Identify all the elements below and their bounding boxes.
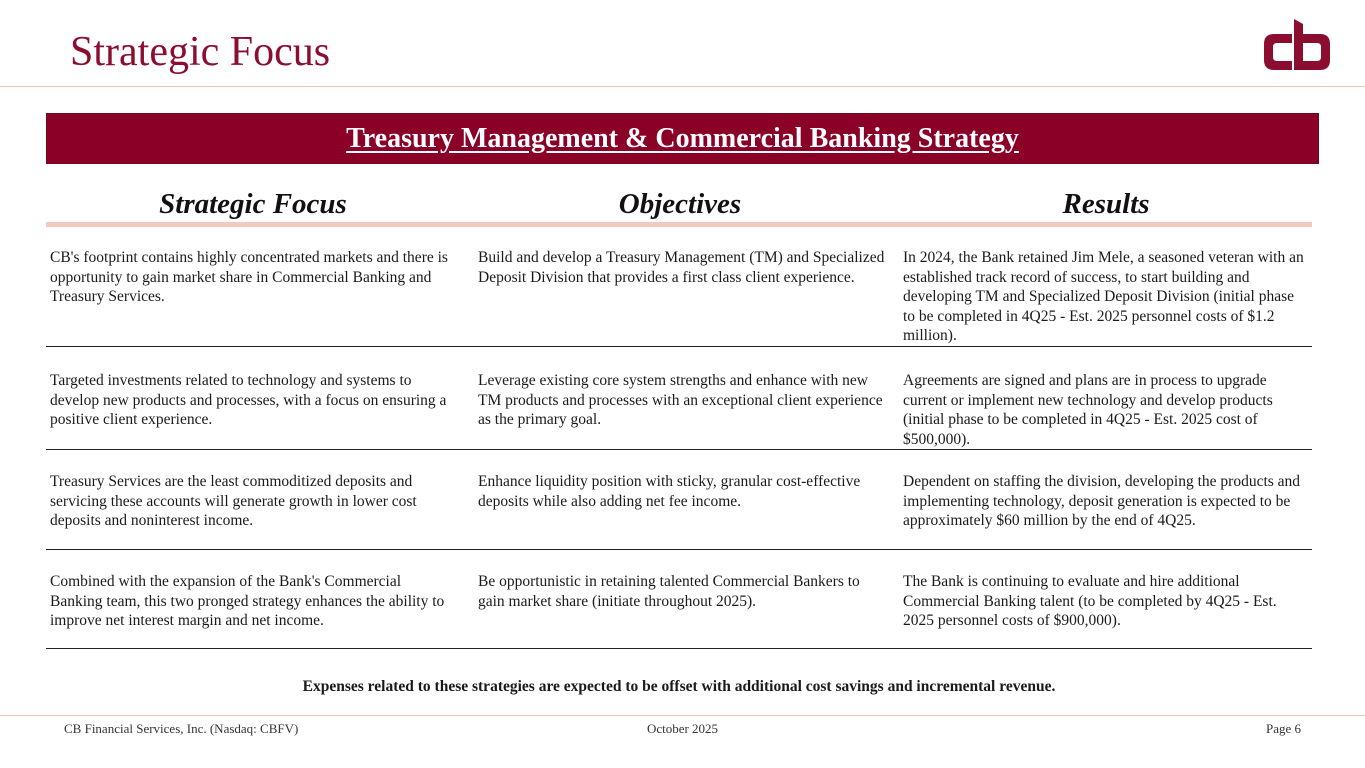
objective-cell: Leverage existing core system strengths and enhance with new TM products and processes with an exceptional client experience as the primary goal. — [478, 372, 883, 428]
table-row — [46, 572, 1312, 649]
table-row — [46, 472, 1312, 550]
page-title: Strategic Focus — [70, 29, 331, 75]
result-cell: In 2024, the Bank retained Jim Mele, a seasoned veteran with an established track record of success, to start building and developing TM and Specialized Deposit Division (initial phase to be completed in 4Q25 - Est. 2025 personnel costs of $1.2 million). — [903, 249, 1304, 344]
cb-logo — [1262, 18, 1332, 76]
focus-cell: Treasury Services are the least commoditized deposits and servicing these accounts will generate growth in lower cost deposits and noninterest income. — [50, 473, 417, 529]
objective-cell: Build and develop a Treasury Management (TM) and Specialized Deposit Division that provides a first class client experience. — [478, 249, 885, 286]
column-header-objectives: Objectives — [618, 188, 742, 220]
focus-cell: CB's footprint contains highly concentrated markets and there is opportunity to gain market share in Commercial Banking and Treasury Services. — [50, 249, 448, 305]
footer-divider — [0, 715, 1365, 716]
table-row — [46, 248, 1312, 347]
expense-note: Expenses related to these strategies are expected to be offset with additional cost savings and incremental revenue. — [302, 678, 1056, 695]
objective-cell: Be opportunistic in retaining talented Commercial Bankers to gain market share (initiate throughout 2025). — [478, 573, 860, 610]
result-cell: The Bank is continuing to evaluate and hire additional Commercial Banking talent (to be completed by 4Q25 - Est. 2025 personnel costs of $900,000). — [903, 573, 1277, 629]
header-divider — [0, 86, 1365, 87]
banner-title: Treasury Management & Commercial Banking Strategy — [346, 122, 1019, 154]
objective-cell: Enhance liquidity position with sticky, granular cost-effective deposits while also adding net fee income. — [478, 473, 861, 510]
footer-page-number: Page 6 — [1265, 721, 1301, 736]
table-row — [46, 371, 1312, 450]
focus-cell: Targeted investments related to technology and systems to develop new products and processes, with a focus on ensuring a positive client experience. — [50, 372, 447, 428]
focus-cell: Combined with the expansion of the Bank's Commercial Banking team, this two pronged strategy enhances the ability to improve net interest margin and net income. — [50, 573, 445, 629]
header-underline — [46, 222, 1312, 227]
strategy-banner — [46, 113, 1319, 164]
result-cell: Agreements are signed and plans are in process to upgrade current or implement new technology and develop products (initial phase to be completed in 4Q25 - Est. 2025 cost of $500,000). — [903, 372, 1273, 448]
result-cell: Dependent on staffing the division, developing the products and implementing technology, deposit generation is expected to be approximately $60 million by the end of 4Q25. — [903, 473, 1301, 529]
footer-date: October 2025 — [646, 721, 719, 736]
column-header-strategic-focus: Strategic Focus — [159, 188, 347, 220]
footer-company: CB Financial Services, Inc. (Nasdaq: CBFV) — [64, 721, 299, 736]
column-header-results: Results — [1062, 188, 1150, 220]
